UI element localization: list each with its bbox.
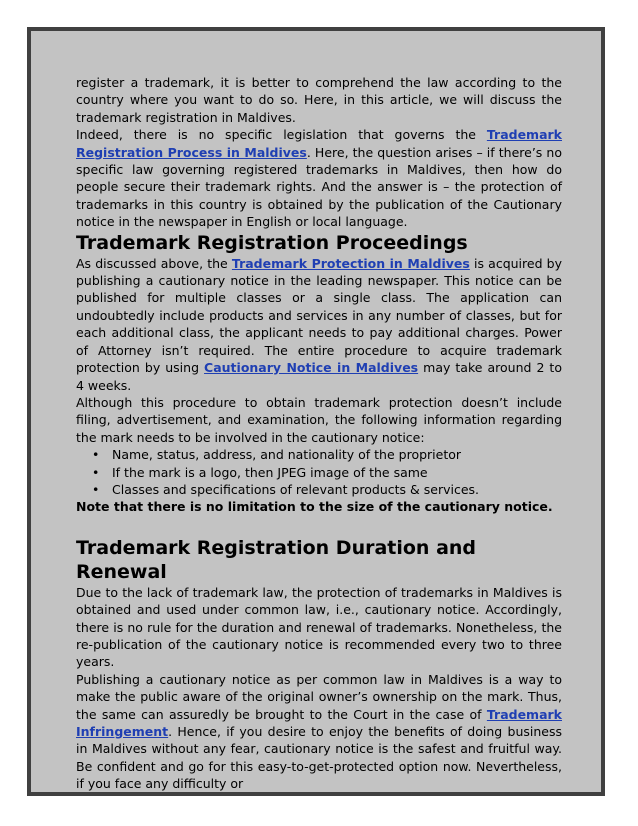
requirements-list [76, 446, 562, 498]
proceedings-paragraph [76, 255, 562, 394]
duration-paragraph: Due to the lack of trademark law, the protection of trademarks in Maldives is obtained and used under common law, i.e., cautionary notice. Accordingly, there is no rule for the duration and renewal of trademarks. Nonetheless, the re-publication of the cautionary notice is recommended every two to three years. [76, 584, 562, 670]
legislation-paragraph [76, 126, 562, 230]
text-span: . Hence, if you desire to enjoy the benefits of doing business in Maldives without any fear, cautionary notice is the safest and fruitful way. Be confident and go for this easy-to-get-protected option now. Nevertheless, if you face any difficulty or [76, 724, 562, 792]
common-law-paragraph [76, 671, 562, 793]
list-item: • Name, status, address, and nationality of the proprietor [112, 446, 562, 463]
trademark-registration-process-link[interactable]: Trademark Registration Process in Maldives [76, 127, 562, 160]
cautionary-notice-link[interactable]: Cautionary Notice in Maldives [204, 360, 419, 376]
document-content [76, 74, 562, 793]
text-span: Indeed, there is no specific legislation that governs the [76, 127, 487, 143]
text-span: is acquired by publishing a cautionary notice in the leading newspaper. This notice can be published for multiple classes or a single class. The application can undoubtedly include products and services in any number of classes, but for each additional class, the applicant needs to pay additional charges. Power of Attorney isn’t required. The entire procedure to acquire trademark protection by using [76, 255, 563, 376]
heading-duration-renewal: Trademark Registration Duration and Renewal [76, 536, 477, 583]
list-item: • If the mark is a logo, then JPEG image of the same [112, 464, 562, 481]
text-span: may take around 2 to 4 weeks. [76, 360, 562, 393]
list-item: • Classes and specifications of relevant products & services. [112, 481, 562, 498]
intro-paragraph: register a trademark, it is better to comprehend the law according to the country where you want to do so. Here, in this article, we will discuss the trademark registration in Maldives. [76, 75, 562, 125]
trademark-protection-link[interactable]: Trademark Protection in Maldives [231, 255, 470, 271]
text-span: . Here, the question arises – if there’s no specific law governing registered trademarks in Maldives, then how do people secure their trademark rights. And the answer is – the protection of trademarks in this country is obtained by the publication of the Cautionary notice in the newspaper in English or local language. [76, 144, 562, 230]
trademark-infringement-link[interactable]: Trademark Infringement [76, 706, 562, 739]
text-span: Publishing a cautionary notice as per common law in Maldives is a way to make the public aware of the original owner’s ownership on the mark. Thus, the same can assuredly be brought to the Court in the case of [76, 671, 562, 722]
heading-proceedings: Trademark Registration Proceedings [76, 231, 468, 254]
text-span: As discussed above, the [76, 255, 232, 271]
size-note: Note that there is no limitation to the size of the cautionary notice. [76, 499, 553, 515]
procedure-paragraph: Although this procedure to obtain trademark protection doesn’t include filing, advertisement, and examination, the following information regarding the mark needs to be involved in the cautionary notice: [76, 394, 562, 445]
